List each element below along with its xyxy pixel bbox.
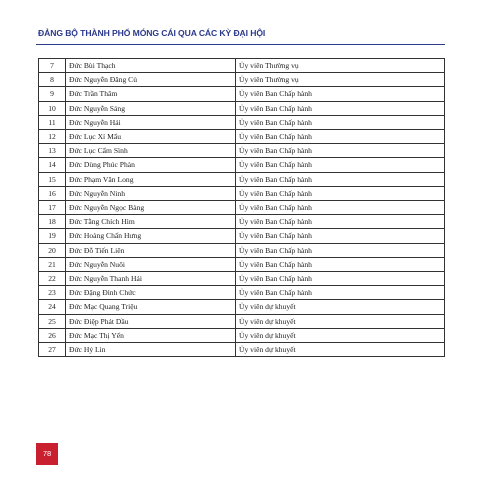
table-row: [39, 144, 445, 158]
row-number: 22: [39, 272, 66, 286]
member-role: Ủy viên Ban Chấp hành: [236, 130, 445, 144]
row-number: 10: [39, 101, 66, 115]
row-number: 9: [39, 87, 66, 101]
page-number-badge: 78: [36, 443, 58, 465]
member-role: Ủy viên Ban Chấp hành: [236, 257, 445, 271]
row-number: 27: [39, 343, 66, 357]
member-role: Ủy viên Ban Chấp hành: [236, 243, 445, 257]
table-row: [39, 328, 445, 342]
table-row: [39, 186, 445, 200]
row-number: 19: [39, 229, 66, 243]
member-name: Đức Dùng Phúc Phàn: [66, 158, 236, 172]
member-name: Đức Nguyễn Đăng Củ: [66, 73, 236, 87]
table-row: [39, 300, 445, 314]
row-number: 12: [39, 130, 66, 144]
member-role: Ủy viên dự khuyết: [236, 314, 445, 328]
row-number: 7: [39, 59, 66, 73]
member-table: [38, 58, 445, 357]
row-number: 13: [39, 144, 66, 158]
member-role: Ủy viên Ban Chấp hành: [236, 115, 445, 129]
member-role: Ủy viên Ban Chấp hành: [236, 201, 445, 215]
member-role: Ủy viên dự khuyết: [236, 300, 445, 314]
table-row: [39, 286, 445, 300]
table-row: [39, 272, 445, 286]
row-number: 15: [39, 172, 66, 186]
row-number: 17: [39, 201, 66, 215]
member-name: Đức Lục Xí Mẩu: [66, 130, 236, 144]
row-number: 11: [39, 115, 66, 129]
member-name: Đức Nguyễn Hải: [66, 115, 236, 129]
member-role: Ủy viên Thường vụ: [236, 73, 445, 87]
member-name: Đức Tằng Chích Hìm: [66, 215, 236, 229]
member-name: Đức Nguyễn Ngọc Bàng: [66, 201, 236, 215]
member-role: Ủy viên Ban Chấp hành: [236, 186, 445, 200]
table-row: [39, 87, 445, 101]
table-row: [39, 101, 445, 115]
member-role: Ủy viên Ban Chấp hành: [236, 144, 445, 158]
table-row: [39, 215, 445, 229]
header-divider: [36, 44, 445, 45]
table-row: [39, 229, 445, 243]
member-name: Đức Mạc Quang Triệu: [66, 300, 236, 314]
member-name: Đức Hỷ Lìn: [66, 343, 236, 357]
member-name: Đức Mạc Thị Yến: [66, 328, 236, 342]
member-role: Ủy viên Ban Chấp hành: [236, 158, 445, 172]
member-role: Ủy viên dự khuyết: [236, 343, 445, 357]
row-number: 16: [39, 186, 66, 200]
member-name: Đức Đặng Đình Chức: [66, 286, 236, 300]
member-role: Ủy viên Ban Chấp hành: [236, 272, 445, 286]
member-role: Ủy viên Ban Chấp hành: [236, 215, 445, 229]
row-number: 20: [39, 243, 66, 257]
member-name: Đức Nguyễn Thanh Hải: [66, 272, 236, 286]
member-name: Đức Nguyễn Sáng: [66, 101, 236, 115]
row-number: 18: [39, 215, 66, 229]
table-row: [39, 314, 445, 328]
member-role: Ủy viên Ban Chấp hành: [236, 172, 445, 186]
table-row: [39, 73, 445, 87]
running-header-title: ĐẢNG BỘ THÀNH PHỐ MÓNG CÁI QUA CÁC KỲ ĐẠI HỘI: [38, 28, 266, 38]
member-role: Ủy viên Ban Chấp hành: [236, 101, 445, 115]
member-role: Ủy viên Ban Chấp hành: [236, 286, 445, 300]
table-row: [39, 243, 445, 257]
row-number: 26: [39, 328, 66, 342]
table-row: [39, 172, 445, 186]
table-row: [39, 343, 445, 357]
member-name: Đức Trần Thâm: [66, 87, 236, 101]
member-role: Ủy viên Ban Chấp hành: [236, 87, 445, 101]
table-row: [39, 201, 445, 215]
member-name: Đức Hoàng Chấn Hưng: [66, 229, 236, 243]
row-number: 8: [39, 73, 66, 87]
row-number: 23: [39, 286, 66, 300]
table-row: [39, 115, 445, 129]
table-row: [39, 257, 445, 271]
member-name: Đức Nguyễn Nuôi: [66, 257, 236, 271]
member-name: Đức Phạm Văn Long: [66, 172, 236, 186]
table-row: [39, 158, 445, 172]
table-row: [39, 59, 445, 73]
member-name: Đức Lục Cẩm Sình: [66, 144, 236, 158]
member-role: Ủy viên Thường vụ: [236, 59, 445, 73]
row-number: 25: [39, 314, 66, 328]
row-number: 21: [39, 257, 66, 271]
member-name: Đức Điệp Phát Dầu: [66, 314, 236, 328]
member-name: Đức Nguyễn Ninh: [66, 186, 236, 200]
member-name: Đức Đỗ Tiến Liên: [66, 243, 236, 257]
row-number: 14: [39, 158, 66, 172]
member-role: Ủy viên Ban Chấp hành: [236, 229, 445, 243]
table-row: [39, 130, 445, 144]
member-role: Ủy viên dự khuyết: [236, 328, 445, 342]
row-number: 24: [39, 300, 66, 314]
member-name: Đức Bùi Thạch: [66, 59, 236, 73]
